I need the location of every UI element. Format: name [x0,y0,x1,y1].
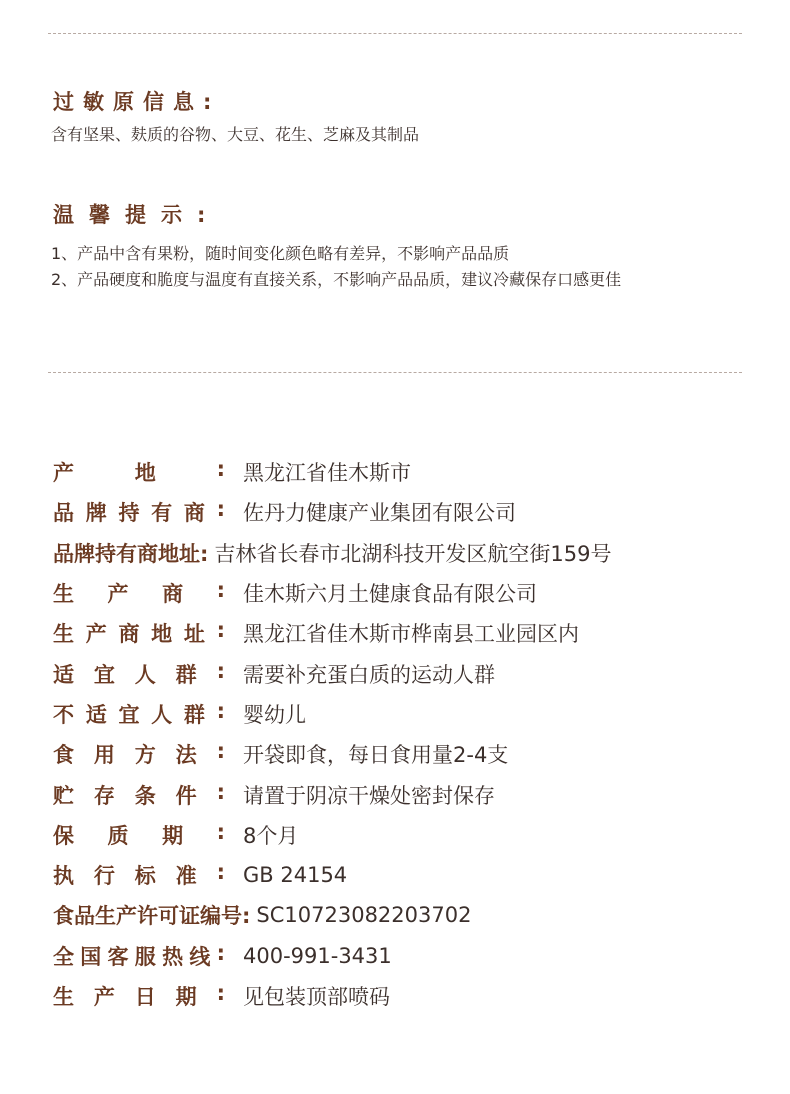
top-divider [48,33,742,34]
info-value-license-number: SC10723082203702 [256,903,472,928]
info-row-unsuitable-group [53,694,612,734]
info-row-manufacturer [53,573,612,613]
tip-line-2: 2、产品硬度和脆度与温度有直接关系，不影响产品品质，建议冷藏保存口感更佳 [51,270,622,289]
info-value-shelf-life: 8个月 [243,823,299,848]
info-row-usage [53,734,612,774]
info-row-origin [53,452,612,492]
info-value-manufacturer-address: 黑龙江省佳木斯市桦南县工业园区内 [243,622,579,647]
info-label-license-number: 食品生产许可证编号: [53,904,251,929]
info-row-shelf-life [53,815,612,855]
info-label-production-date: 生 产 日 期 : [53,981,225,1009]
info-label-usage: 食 用 方 法 : [53,739,225,768]
info-value-storage: 请置于阴凉干燥处密封保存 [243,783,495,808]
info-row-brand-owner-address [53,533,612,573]
info-row-license-number [53,895,612,935]
info-value-brand-owner: 佐丹力健康产业集团有限公司 [243,501,516,526]
info-value-brand-owner-address: 吉林省长春市北湖科技开发区航空街159号 [214,541,612,566]
info-value-production-date: 见包装顶部喷码 [243,985,390,1009]
allergen-section [53,86,419,148]
middle-divider [48,372,742,373]
info-label-brand-owner-address: 品牌持有商地址: [53,541,209,566]
info-value-origin: 黑龙江省佳木斯市 [243,461,411,486]
product-info-list [53,452,612,1016]
info-value-usage: 开袋即食，每日食用量2-4支 [243,743,509,768]
info-label-origin: 产 地 : [53,457,225,486]
info-label-unsuitable-group: 不 适 宜 人 群 : [53,698,225,727]
tip-line-1: 1、产品中含有果粉，随时间变化颜色略有差异，不影响产品品质 [51,244,510,263]
info-label-suitable-group: 适 宜 人 群 : [53,658,225,687]
info-row-production-date [53,976,612,1016]
info-row-manufacturer-address [53,613,612,653]
info-value-suitable-group: 需要补充蛋白质的运动人群 [243,662,495,687]
tips-title: 温馨提示: [53,203,221,227]
info-label-brand-owner: 品 牌 持 有 商 : [53,497,225,526]
allergen-title: 过敏原信息: [53,90,221,114]
info-row-storage [53,774,612,814]
info-value-unsuitable-group: 婴幼儿 [243,702,306,727]
allergen-text: 含有坚果、麸质的谷物、大豆、花生、芝麻及其制品 [51,125,420,144]
info-value-standard: GB 24154 [243,863,348,888]
info-label-standard: 执 行 标 准 : [53,860,225,889]
info-row-hotline [53,936,612,976]
info-row-brand-owner [53,492,612,532]
info-row-suitable-group [53,653,612,693]
info-value-hotline: 400-991-3431 [243,943,392,968]
tips-section [53,199,621,293]
info-label-manufacturer-address: 生 产 商 地 址 : [53,618,225,647]
info-label-hotline: 全 国 客 服 热 线 : [53,940,225,969]
info-label-storage: 贮 存 条 件 : [53,779,225,808]
info-row-standard [53,855,612,895]
info-value-manufacturer: 佳木斯六月土健康食品有限公司 [243,582,537,607]
info-label-shelf-life: 保 质 期 : [53,819,225,848]
info-label-manufacturer: 生 产 商 : [53,578,225,607]
